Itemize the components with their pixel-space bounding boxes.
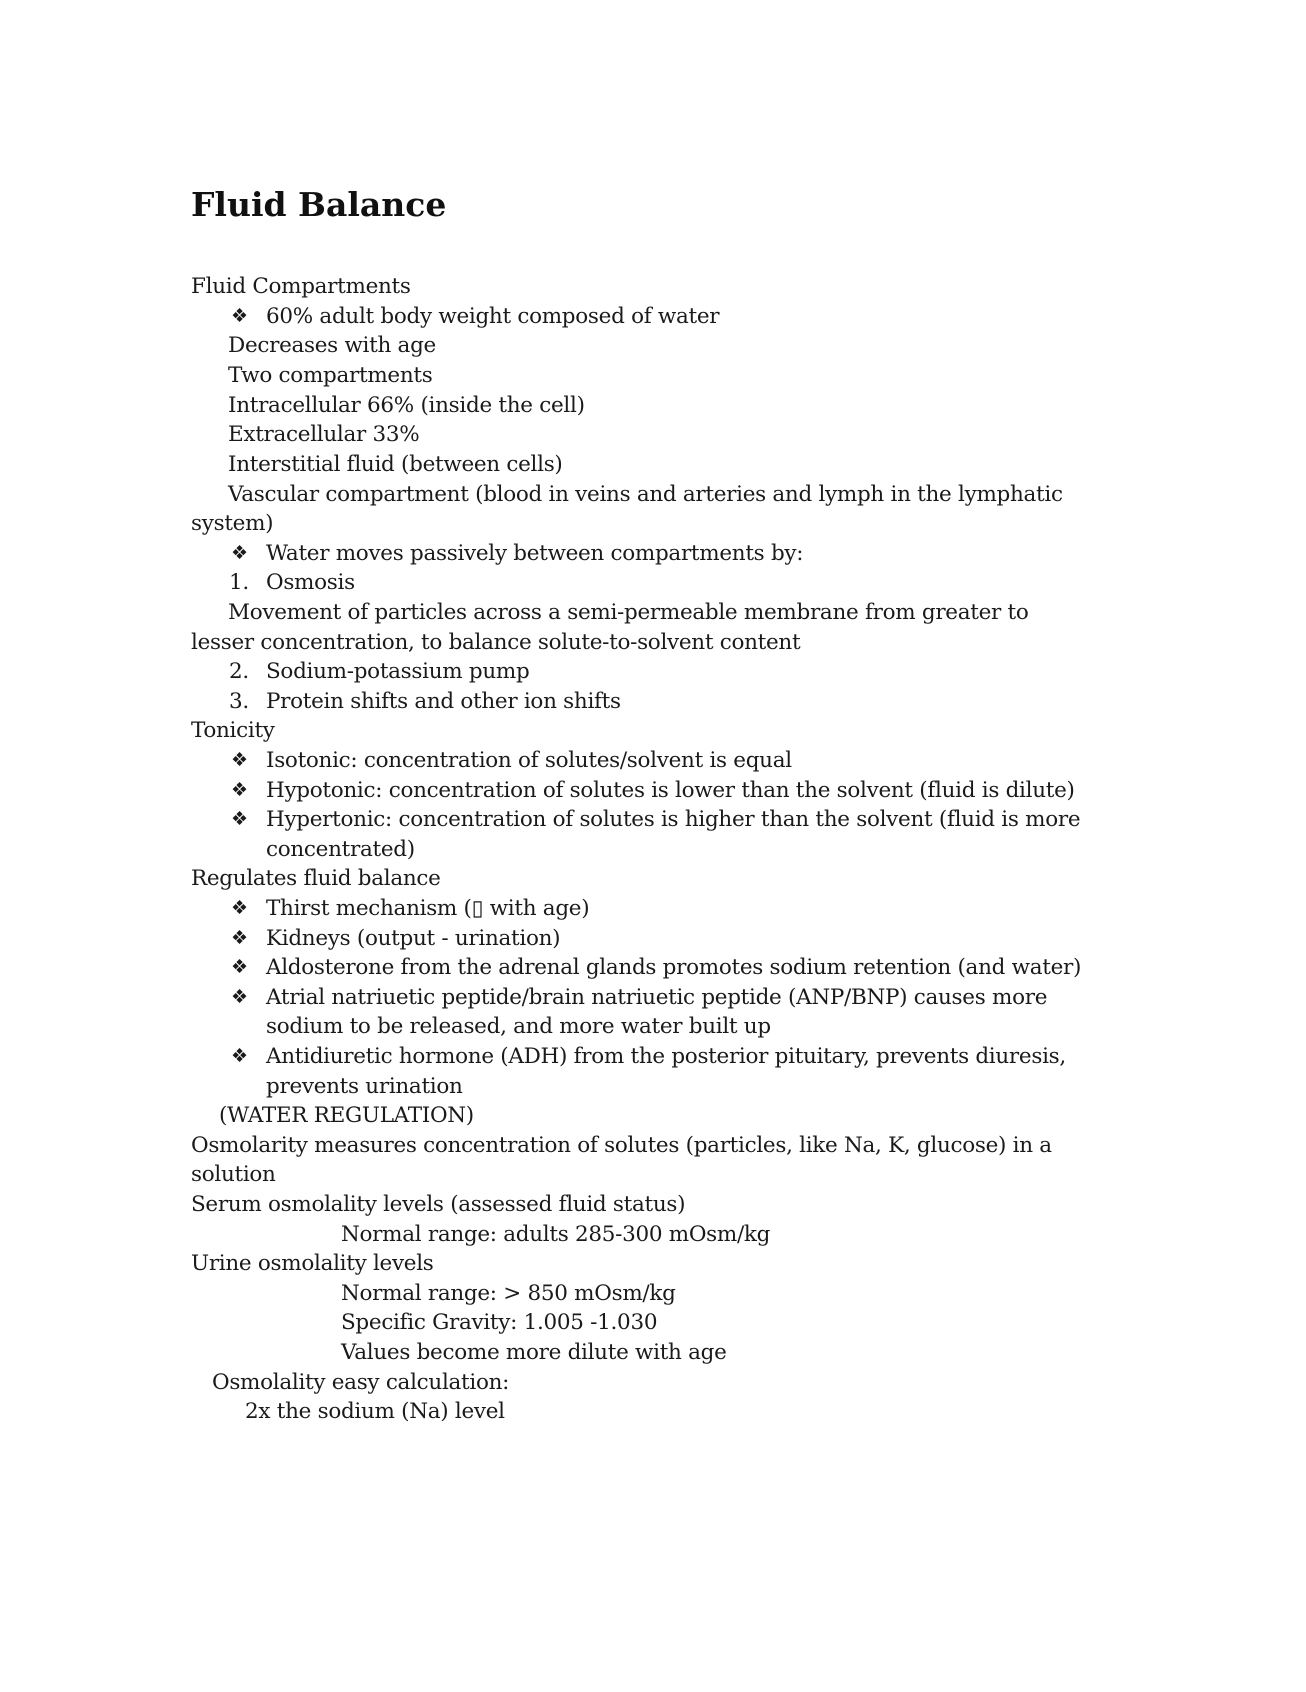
list-item: Isotonic: concentration of solutes/solvent is equal bbox=[266, 748, 792, 773]
text-line: Extracellular 33% bbox=[228, 422, 420, 447]
text-line: system) bbox=[191, 511, 274, 536]
text-line: (WATER REGULATION) bbox=[219, 1103, 474, 1128]
list-number: 3. bbox=[229, 689, 249, 714]
bullet-icon: ❖ bbox=[231, 956, 249, 978]
text-line: Interstitial fluid (between cells) bbox=[228, 452, 563, 477]
text-line: Movement of particles across a semi-permeable membrane from greater to bbox=[228, 600, 1029, 625]
bullet-icon: ❖ bbox=[231, 749, 249, 771]
list-item: Hypotonic: concentration of solutes is lower than the solvent (fluid is dilute) bbox=[266, 778, 1075, 803]
text-line: lesser concentration, to balance solute-to-solvent content bbox=[191, 630, 801, 655]
bullet-icon: ❖ bbox=[231, 927, 249, 949]
text-line: 2x the sodium (Na) level bbox=[245, 1399, 505, 1424]
bullet-icon: ❖ bbox=[231, 986, 249, 1008]
list-item: Aldosterone from the adrenal glands promotes sodium retention (and water) bbox=[266, 955, 1082, 980]
bullet-icon: ❖ bbox=[231, 305, 249, 327]
list-item-continued: prevents urination bbox=[266, 1074, 463, 1099]
list-number: 1. bbox=[229, 570, 249, 595]
text-line: Normal range: > 850 mOsm/kg bbox=[341, 1281, 676, 1306]
list-item-continued: concentrated) bbox=[266, 837, 415, 862]
text-line: Decreases with age bbox=[228, 333, 436, 358]
list-item: Antidiuretic hormone (ADH) from the posterior pituitary, prevents diuresis, bbox=[266, 1044, 1066, 1069]
text-line: Vascular compartment (blood in veins and arteries and lymph in the lymphatic bbox=[228, 482, 1063, 507]
list-item: Sodium-potassium pump bbox=[266, 659, 530, 684]
heading-tonicity: Tonicity bbox=[191, 718, 275, 743]
list-item: Thirst mechanism (▯ with age) bbox=[266, 896, 590, 921]
text-line: Values become more dilute with age bbox=[341, 1340, 727, 1365]
text-line: Specific Gravity: 1.005 -1.030 bbox=[341, 1310, 658, 1335]
text-line: Intracellular 66% (inside the cell) bbox=[228, 393, 585, 418]
text-line: Normal range: adults 285-300 mOsm/kg bbox=[341, 1222, 771, 1247]
bullet-icon: ❖ bbox=[231, 1045, 249, 1067]
list-item: 60% adult body weight composed of water bbox=[266, 304, 720, 329]
bullet-icon: ❖ bbox=[231, 897, 249, 919]
text-line: solution bbox=[191, 1162, 276, 1187]
heading-regulates: Regulates fluid balance bbox=[191, 866, 441, 891]
list-item: Water moves passively between compartments by: bbox=[266, 541, 804, 566]
bullet-icon: ❖ bbox=[231, 779, 249, 801]
heading-fluid-compartments: Fluid Compartments bbox=[191, 274, 411, 299]
list-item: Hypertonic: concentration of solutes is higher than the solvent (fluid is more bbox=[266, 807, 1081, 832]
text-line: Serum osmolality levels (assessed fluid status) bbox=[191, 1192, 686, 1217]
bullet-icon: ❖ bbox=[231, 542, 249, 564]
bullet-icon: ❖ bbox=[231, 808, 249, 830]
list-number: 2. bbox=[229, 659, 249, 684]
text-line: Two compartments bbox=[228, 363, 433, 388]
list-item: Atrial natriuetic peptide/brain natriuetic peptide (ANP/BNP) causes more bbox=[266, 985, 1048, 1010]
list-item: Kidneys (output - urination) bbox=[266, 926, 561, 951]
text-line: Osmolarity measures concentration of solutes (particles, like Na, K, glucose) in a bbox=[191, 1133, 1052, 1158]
page-title: Fluid Balance bbox=[191, 185, 447, 224]
text-line: Osmolality easy calculation: bbox=[212, 1370, 510, 1395]
list-item: Osmosis bbox=[266, 570, 355, 595]
text-line: Urine osmolality levels bbox=[191, 1251, 434, 1276]
list-item-continued: sodium to be released, and more water built up bbox=[266, 1014, 771, 1039]
list-item: Protein shifts and other ion shifts bbox=[266, 689, 621, 714]
